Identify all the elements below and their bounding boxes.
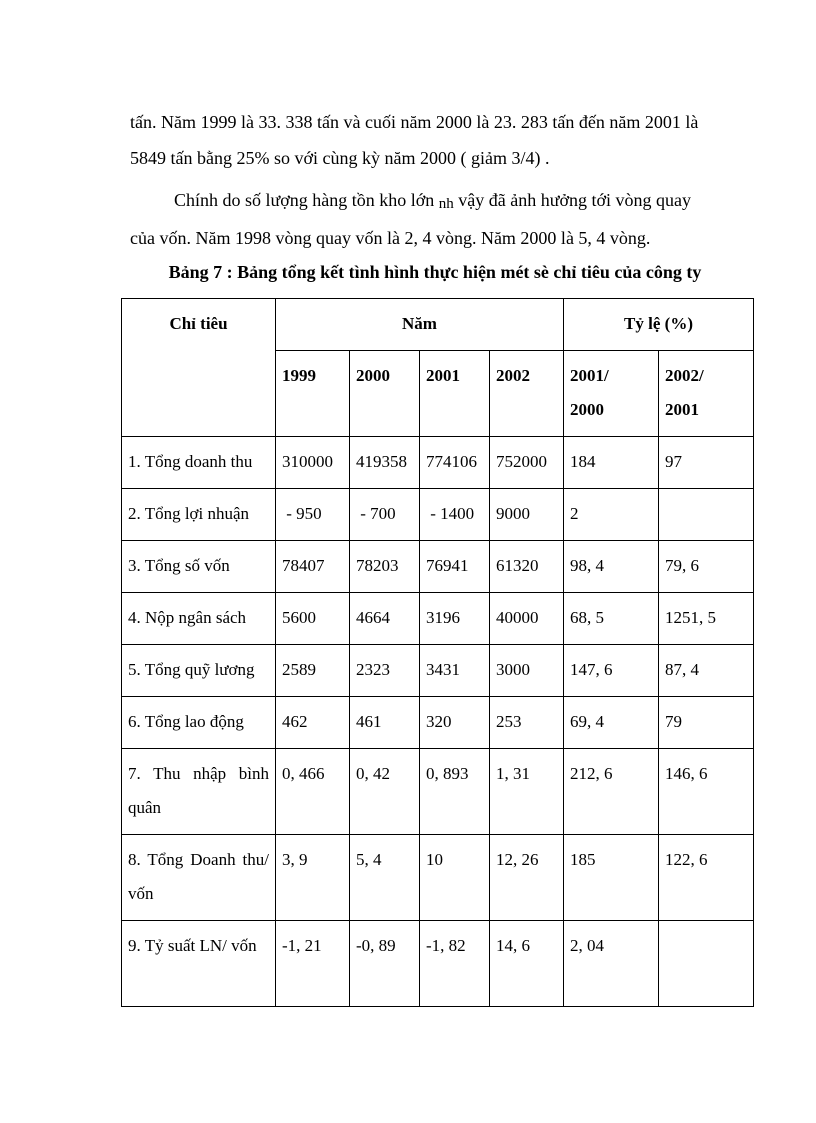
table-cell: 774106	[420, 437, 490, 489]
table-cell: 752000	[490, 437, 564, 489]
table-cell	[659, 489, 754, 541]
row-label: 2. Tổng lợi nhuận	[122, 489, 276, 541]
table-cell: 5600	[276, 593, 350, 645]
table-cell: 2323	[350, 645, 420, 697]
table-row	[122, 749, 754, 835]
table-cell: 12, 26	[490, 835, 564, 921]
table-cell: 40000	[490, 593, 564, 645]
header-ratio	[659, 351, 754, 437]
table-cell: 184	[564, 437, 659, 489]
paragraph-inventory	[130, 104, 740, 176]
table-cell: 3000	[490, 645, 564, 697]
header-ratio-group: Tỷ lệ (%)	[564, 299, 754, 351]
header-row	[122, 299, 754, 351]
table-cell: 9000	[490, 489, 564, 541]
header-ratio-bottom: 2001	[665, 400, 700, 419]
row-label: 4. Nộp ngân sách	[122, 593, 276, 645]
paragraph-text: Chính do số lượng hàng tồn kho lớn	[174, 190, 435, 210]
table-cell: - 950	[276, 489, 350, 541]
header-year: 2001	[420, 351, 490, 437]
header-indicator: Chỉ tiêu	[122, 299, 276, 437]
header-year-group: Năm	[276, 299, 564, 351]
table-row	[122, 541, 754, 593]
header-ratio-bottom: 2000	[570, 400, 605, 419]
paragraph-capital-turnover	[130, 182, 740, 256]
summary-table	[121, 298, 754, 1007]
row-label: 3. Tổng số vốn	[122, 541, 276, 593]
table-row	[122, 921, 754, 1007]
table-cell: 3196	[420, 593, 490, 645]
table-cell: 1251, 5	[659, 593, 754, 645]
table-cell: - 700	[350, 489, 420, 541]
table-cell: -0, 89	[350, 921, 420, 1007]
header-year: 1999	[276, 351, 350, 437]
paragraph-line: 5849 tấn bằng 25% so với cùng kỳ năm 2000 ( giảm 3/4) .	[130, 148, 550, 168]
table-cell: 3431	[420, 645, 490, 697]
table-cell: 78203	[350, 541, 420, 593]
header-year: 2000	[350, 351, 420, 437]
header-ratio	[564, 351, 659, 437]
table-cell: 146, 6	[659, 749, 754, 835]
paragraph-line: tấn. Năm 1999 là 33. 338 tấn và cuối năm 2000 là 23. 283 tấn đến năm 2001 là	[130, 112, 699, 132]
paragraph-fragment: nh	[438, 196, 454, 212]
row-label: 9. Tỷ suất LN/ vốn	[122, 921, 276, 1007]
table-cell: 68, 5	[564, 593, 659, 645]
row-label: 1. Tổng doanh thu	[122, 437, 276, 489]
table-cell: 3, 9	[276, 835, 350, 921]
table-cell: 97	[659, 437, 754, 489]
table-cell: 320	[420, 697, 490, 749]
table-cell: 122, 6	[659, 835, 754, 921]
table-caption: Bảng 7 : Bảng tổng kết tình hình thực hiện mét sè chỉ tiêu của công ty	[168, 262, 702, 282]
table-cell: 69, 4	[564, 697, 659, 749]
paragraph-line	[130, 182, 740, 220]
table-cell	[659, 921, 754, 1007]
table-cell: 14, 6	[490, 921, 564, 1007]
table-cell: 87, 4	[659, 645, 754, 697]
table-row	[122, 489, 754, 541]
row-label: 6. Tổng lao động	[122, 697, 276, 749]
table-cell: 5, 4	[350, 835, 420, 921]
table-cell: 0, 893	[420, 749, 490, 835]
table-row	[122, 697, 754, 749]
table-cell: 185	[564, 835, 659, 921]
table-cell: 461	[350, 697, 420, 749]
table-cell: -1, 82	[420, 921, 490, 1007]
table-cell: 79	[659, 697, 754, 749]
table-cell: 253	[490, 697, 564, 749]
table-row	[122, 437, 754, 489]
header-ratio-top: 2002/	[665, 366, 704, 385]
table-cell: 1, 31	[490, 749, 564, 835]
table-row	[122, 645, 754, 697]
header-year: 2002	[490, 351, 564, 437]
table-cell: 4664	[350, 593, 420, 645]
table-row	[122, 835, 754, 921]
table-cell: 310000	[276, 437, 350, 489]
table-cell: 2589	[276, 645, 350, 697]
table-cell: -1, 21	[276, 921, 350, 1007]
row-label: 5. Tổng quỹ lương	[122, 645, 276, 697]
table-cell: 2	[564, 489, 659, 541]
table-body	[122, 437, 754, 1007]
table-cell: - 1400	[420, 489, 490, 541]
paragraph-line: của vốn. Năm 1998 vòng quay vốn là 2, 4 vòng. Năm 2000 là 5, 4 vòng.	[130, 228, 651, 248]
table-cell: 147, 6	[564, 645, 659, 697]
row-label: 8. Tổng Doanh thu/ vốn	[122, 835, 276, 921]
table-cell: 0, 466	[276, 749, 350, 835]
table-cell: 2, 04	[564, 921, 659, 1007]
row-label: 7. Thu nhập bình quân	[122, 749, 276, 835]
table-cell: 462	[276, 697, 350, 749]
header-ratio-top: 2001/	[570, 366, 609, 385]
paragraph-text: vậy đã ảnh hưởng tới vòng quay	[458, 190, 692, 210]
table-cell: 212, 6	[564, 749, 659, 835]
table-cell: 61320	[490, 541, 564, 593]
table-cell: 79, 6	[659, 541, 754, 593]
table-cell: 419358	[350, 437, 420, 489]
table-cell: 98, 4	[564, 541, 659, 593]
table-cell: 10	[420, 835, 490, 921]
table-cell: 78407	[276, 541, 350, 593]
table-row	[122, 593, 754, 645]
table-cell: 0, 42	[350, 749, 420, 835]
table-cell: 76941	[420, 541, 490, 593]
